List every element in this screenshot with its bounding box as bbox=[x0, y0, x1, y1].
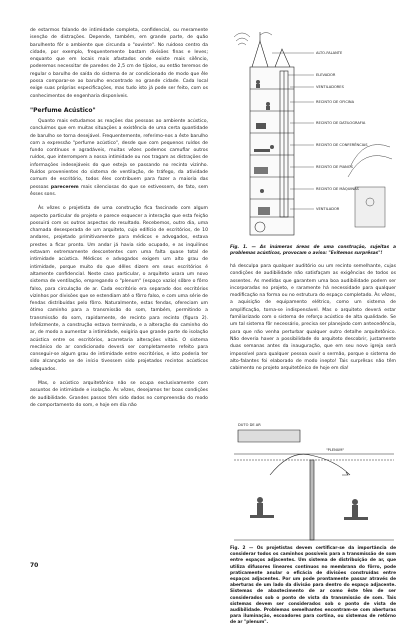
fig2-label-air-duct: DUTO DE AR bbox=[238, 423, 261, 427]
figure-2-plenum-diagram bbox=[230, 420, 396, 545]
fig1-label-ventilators: VENTILADORES bbox=[316, 85, 344, 89]
paragraph-intro: de estarmos falando de intimidade completa, confidencial, ou meramente isenção de distrações. Depende, também, em grande parte, de quão barulhento fôr o ambiente que circunda o "ouvinte". No ruidoso centro da cidade, por exemplo, frequentemente bastam divisões finas e leves; enquanto que em locais mais afastados onde existe mais silêncio, poderemos necessitar de paredes de 2,5 cm de tijolos, ou então teremos de regular o barulho de saída do sistema de ar condicionado de modo que êle possa comparar-se ao barulho encontrado no grande cidade. Cada local exige suas próprias especificações, mas tudo isto já pode ser feito, com os conhecimentos de engenharia disponíveis. bbox=[30, 28, 208, 99]
paragraph-perfume-1-text: Quanto mais estudamos as reações das pessoas ao ambiente acústico, concluímos que em muitas situações a existência de uma certa quantidade de barulho se torna desejável. Frequentemente, referimo-nos a êste barulho com a expressão "perfume acústico", desde que com pequenos ruídos de fundo contínuos e agradáveis, muitas vêzes podemos camuflar outros ruídos, que interrompem a nossa intimidade ou nos tragam as distrações de informações indesejáveis do que esteja se passando no recinto vizinho. Ruídos provenientes do sistema de ventilação, de tráfego, da atividade comum de escritório, todos êles contribuem para fazer a maioria das pessoas bbox=[30, 118, 208, 190]
page-number: 70 bbox=[30, 562, 39, 569]
fig1-label-typing: RECINTO DE DATILOGRAFIA bbox=[316, 121, 366, 125]
left-column bbox=[30, 27, 208, 409]
paragraph-perfume-3: Mas, o acústico arquitetônico não se ocupa exclusivamente com assuntos de intimidade e isolação. Às vêzes, desejamos ter boas condições de audibilidade. Grandes passos têm sido dados no compreensão do modo de comportamento do som, e hoje em dia não bbox=[30, 381, 208, 408]
fig1-label-loudspeaker: ALTO-FALANTE bbox=[316, 51, 343, 55]
figure-2-caption-block bbox=[230, 546, 396, 627]
fig1-label-workshop: RECINTO DE OFICINA bbox=[316, 100, 355, 104]
paragraph-right: há desculpa para qualquer auditório ou um recinto semelhante, cujas condições de audibilidade não satisfaçam as exigências de todos os assentes. As medidas que garantem uma boa audibilidade podem ser incorporadas no projeto, e raramente há necessidade para qualquer modificação na forma ou no estrutura do espaço completado. Às vêzes, a aquisição de equipamento elétrico, como um sistema de amplificação, torna-se indispensável. Mas o arquiteto deverá estar familiarizado com o sistema de reforço acústico de alta qualidade. Se um tal sistema fôr necessário, precisa ser planejado com antecedência, para que não venha perturbar qualquer outro detalhe arquitetônico. Não deveria haver a possibilidade do arquiteto descobrir, justamente duas semanas antes da inauguração, que em seu novo igreja será impossível para qualquer pessoa ouvir o sermão, porque o sistema de alto-falantes foi elaborado de modo inepto! Tais surprêsas não têm cabimento no projeto arquitetônico de hoje em dia! bbox=[230, 264, 396, 372]
paragraph-perfume-1-end: mais silenciosas do que se estivessem, de fato, sem êsses sons. bbox=[30, 184, 208, 197]
paragraph-perfume-1-emphasis: parecerem bbox=[50, 184, 79, 190]
right-column-text bbox=[230, 263, 396, 372]
fig1-label-ventilator-room: VENTILADOR bbox=[316, 207, 340, 211]
figure-2-caption: Fig. 2 — Os projetistas devem certificar-se da importância de considerar todos os caminhos possíveis para a transmissão de som entre espaços adjacentes. Um sistema de distribuição de ar, que utiliza difusores lineares contínuos no membrana do fôrro, pode praticamente anular o eficácia de divisões construídas entre espaços adjacentes. Por um pode prontamente passar através de aberturas de um lado da divisão para dentro do espaço adjacente. Sistemas de abastecimento de ar como êste têm de ser considerados sob o ponto de vista da transmissão de som. Tais sistemas devem ser considerados sob o ponto de vista de audibilidade. Problemas semelhantes encontram-se com aberturas para iluminação, escoadores para cortina, ou sistemas de retôrno de ar "plenum". bbox=[230, 546, 396, 626]
figure-1-building-illustration bbox=[230, 27, 396, 239]
paragraph-perfume-1 bbox=[30, 118, 208, 198]
fig2-label-plenum: "PLENUM" bbox=[326, 448, 345, 452]
figure-1-caption: Fig. 1. — As inúmeras áreas de uma construção, sujeitas a problemas acústicos, provocam o aviso: "Evitemos surprêsas"! bbox=[230, 245, 396, 257]
paragraph-perfume-2: Às vêzes o projetista de uma construção fica fascinado com algum aspecto particular do projeto e parece esquecer a interação que esta feição possuirá com os outros aspectos do resultado. Recebemos, outro dia, uma chamada desesperada de um arquiteto, cujo edifício de escritórios, de 10 andares, projetado primitivamente para médicos e advogados, estava prestes a ficar pronto. Um andar já havia sido ocupado, e as inquilinos estavam extremamente descontentes com uma falta quase total de intimidade acústica. Médicos e advogados exigem um alto grau de intimidade, porque muito do que dêles dizem em seus escritórios é altamente confidencial. Neste caso particular, o arquiteto usara um novo sistema de ventilação, empregando o "plenum" (espaço vazio) sôbre o fôrro falso, para circulação de ar. Cada escritório era separado dos escritórios vizinhos por divisões que se estendiam até o fôrro falso, e com uma série de fendas distribuídas pelo fôrro. Naturalmente, estas fendas, ofereciam um ótimo caminho para a transmissão do som, também, permitindo a transmissão do som, rapidamente, de recinto para recinto (figura 2). Infelizmente, a construção estava terminada, e a alteração do caminho do ar, de modo a aumentar a intimidade, exigiria que grande parte do isolação acústica entre os escritórios, acarretaria alterações vitais. O sistema mecânico do ar condicionado deverá ser completamente refeito para conseguir-se algum grau de intimidade entre escritórios, e isto poderia ter sido alcançado se de início tivessem sido projetados recintos acústicos adequados. bbox=[30, 206, 208, 372]
figure-1-caption-block bbox=[230, 245, 396, 257]
fig1-label-machines: RECINTO DE MÁQUINAS bbox=[316, 187, 359, 191]
fig1-label-conference: RECINTO DE CONFERÊNCIAS bbox=[316, 143, 368, 147]
section-title: "Perfume Acústico" bbox=[30, 106, 96, 114]
fig1-label-elevator: ELEVADOR bbox=[316, 73, 336, 77]
fig1-label-pianos: RECINTO DE PIANOS bbox=[316, 165, 353, 169]
